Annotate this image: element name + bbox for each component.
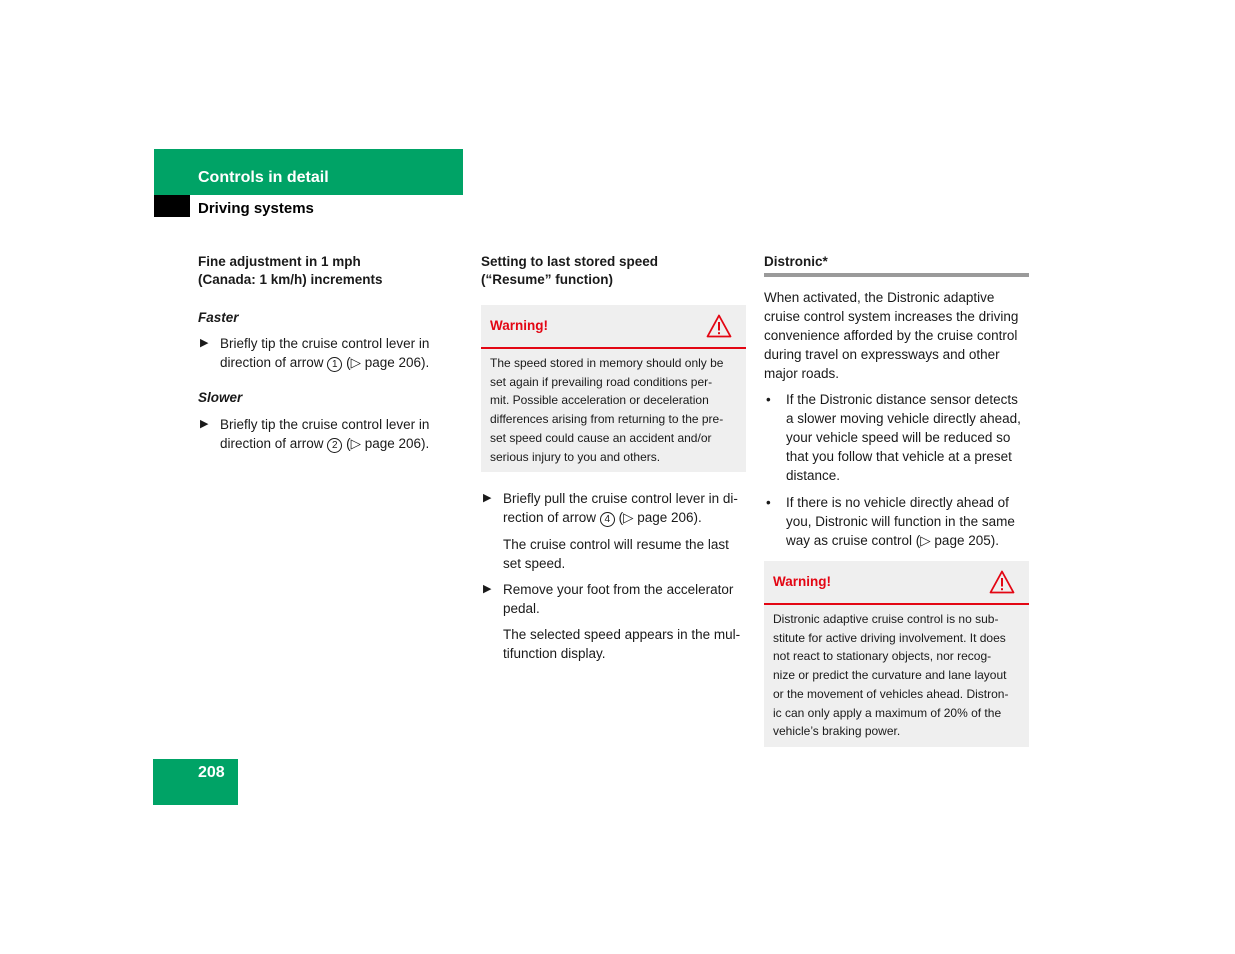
bullet-dot: • <box>766 495 771 510</box>
bullet-line: If there is no vehicle directly ahead of <box>786 495 1009 510</box>
faster-page-ref: (▷ page 206). <box>346 355 430 370</box>
resume-result-2-line1: The selected speed appears in the mul- <box>503 627 741 642</box>
triangle-right-icon: ▶ <box>483 492 492 504</box>
warning-line: ic can only apply a maximum of 20% of the <box>773 705 1002 720</box>
intro-line: convenience afforded by the cruise control <box>764 328 1018 343</box>
slower-title: Slower <box>198 390 243 405</box>
fine-adjust-heading-line1: Fine adjustment in 1 mph <box>198 254 361 269</box>
intro-line: major roads. <box>764 366 840 381</box>
fine-adjust-heading-line2: (Canada: 1 km/h) increments <box>198 272 383 287</box>
faster-step-pre: direction of arrow <box>220 355 324 370</box>
warning-line: stitute for active driving involvement. It does <box>773 630 1006 645</box>
resume-result-2 <box>481 625 749 663</box>
faster-step-line1: Briefly tip the cruise control lever in <box>220 336 430 351</box>
intro-line: When activated, the Distronic adaptive <box>764 290 995 305</box>
resume-step-2-line2: pedal. <box>503 601 540 616</box>
distronic-heading-rule <box>764 273 1029 277</box>
distronic-warning-box <box>764 561 1029 747</box>
warning-text <box>764 605 1029 747</box>
fine-adjust-heading <box>198 253 448 289</box>
distronic-bullet-2 <box>764 493 1034 550</box>
warning-line: set again if prevailing road conditions per- <box>490 374 713 389</box>
arrow-number-1: 1 <box>327 357 342 372</box>
warning-line: differences arising from returning to the pre- <box>490 412 724 427</box>
warning-line: Distronic adaptive cruise control is no sub- <box>773 612 999 626</box>
warning-line: vehicle’s braking power. <box>773 724 901 739</box>
warning-title: Warning! <box>490 318 548 333</box>
warning-title: Warning! <box>773 574 831 589</box>
triangle-right-icon: ▶ <box>200 337 209 349</box>
bullet-line: distance. <box>786 468 841 483</box>
resume-result-1 <box>481 535 749 573</box>
warning-line: The speed stored in memory should only be <box>490 356 724 370</box>
triangle-right-icon: ▶ <box>200 418 209 430</box>
resume-heading-line1: Setting to last stored speed <box>481 254 659 269</box>
slower-step <box>198 415 448 453</box>
slower-page-ref: (▷ page 206). <box>346 436 430 451</box>
bullet-line: that you follow that vehicle at a preset <box>786 449 1012 464</box>
bullet-dot: • <box>766 392 771 407</box>
warning-header <box>481 305 746 349</box>
resume-step-1-line1: Briefly pull the cruise control lever in di- <box>503 491 738 506</box>
resume-step-1 <box>481 489 749 527</box>
page-number: 208 <box>198 764 225 781</box>
resume-step-1-page-ref: (▷ page 206). <box>618 510 702 525</box>
bullet-line: a slower moving vehicle directly ahead, <box>786 411 1021 426</box>
warning-line: nize or predict the curvature and lane layout <box>773 668 1007 683</box>
resume-step-2 <box>481 580 749 618</box>
resume-heading-line2: (“Resume” function) <box>481 272 614 287</box>
page-number-box <box>153 759 238 805</box>
bullet-line: you, Distronic will function in the same <box>786 514 1015 529</box>
bullet-line: If the Distronic distance sensor detects <box>786 392 1018 407</box>
distronic-intro <box>764 288 1034 383</box>
warning-triangle-icon <box>989 570 1015 594</box>
slower-step-pre: direction of arrow <box>220 436 324 451</box>
warning-line: mit. Possible acceleration or deceleration <box>490 393 709 408</box>
warning-triangle-icon <box>706 314 732 338</box>
warning-text <box>481 349 746 472</box>
resume-result-1-line2: set speed. <box>503 556 566 571</box>
triangle-right-icon: ▶ <box>483 583 492 595</box>
faster-step <box>198 334 448 372</box>
resume-result-1-line1: The cruise control will resume the last <box>503 537 729 552</box>
warning-line: serious injury to you and others. <box>490 449 661 464</box>
arrow-number-2: 2 <box>327 438 342 453</box>
slower-step-line1: Briefly tip the cruise control lever in <box>220 417 430 432</box>
resume-result-2-line2: tifunction display. <box>503 646 606 661</box>
faster-title: Faster <box>198 310 239 325</box>
bullet-line: your vehicle speed will be reduced so <box>786 430 1011 445</box>
distronic-bullet-1 <box>764 390 1034 485</box>
arrow-number-4: 4 <box>600 512 615 527</box>
distronic-body <box>764 288 1034 550</box>
warning-line: set speed could cause an accident and/or <box>490 430 712 445</box>
bullet-line: way as cruise control (▷ page 205). <box>786 533 999 548</box>
distronic-heading: Distronic* <box>764 254 828 269</box>
resume-heading <box>481 253 749 289</box>
subsection-marker <box>154 195 190 217</box>
column-fine-adjustment <box>198 253 448 453</box>
resume-step-2-line1: Remove your foot from the accelerator <box>503 582 734 597</box>
column-resume <box>481 253 749 289</box>
warning-line: or the movement of vehicles ahead. Distron- <box>773 686 1009 701</box>
resume-step-1-pre: rection of arrow <box>503 510 597 525</box>
section-title: Controls in detail <box>198 169 329 186</box>
resume-steps <box>481 489 749 663</box>
subsection-title: Driving systems <box>198 200 314 217</box>
intro-line: during travel on expressways and other <box>764 347 1000 362</box>
warning-header <box>764 561 1029 605</box>
intro-line: cruise control system increases the driving <box>764 309 1019 324</box>
warning-line: not react to stationary objects, nor recog- <box>773 649 992 664</box>
column-distronic <box>764 253 1034 271</box>
resume-warning-box <box>481 305 746 472</box>
